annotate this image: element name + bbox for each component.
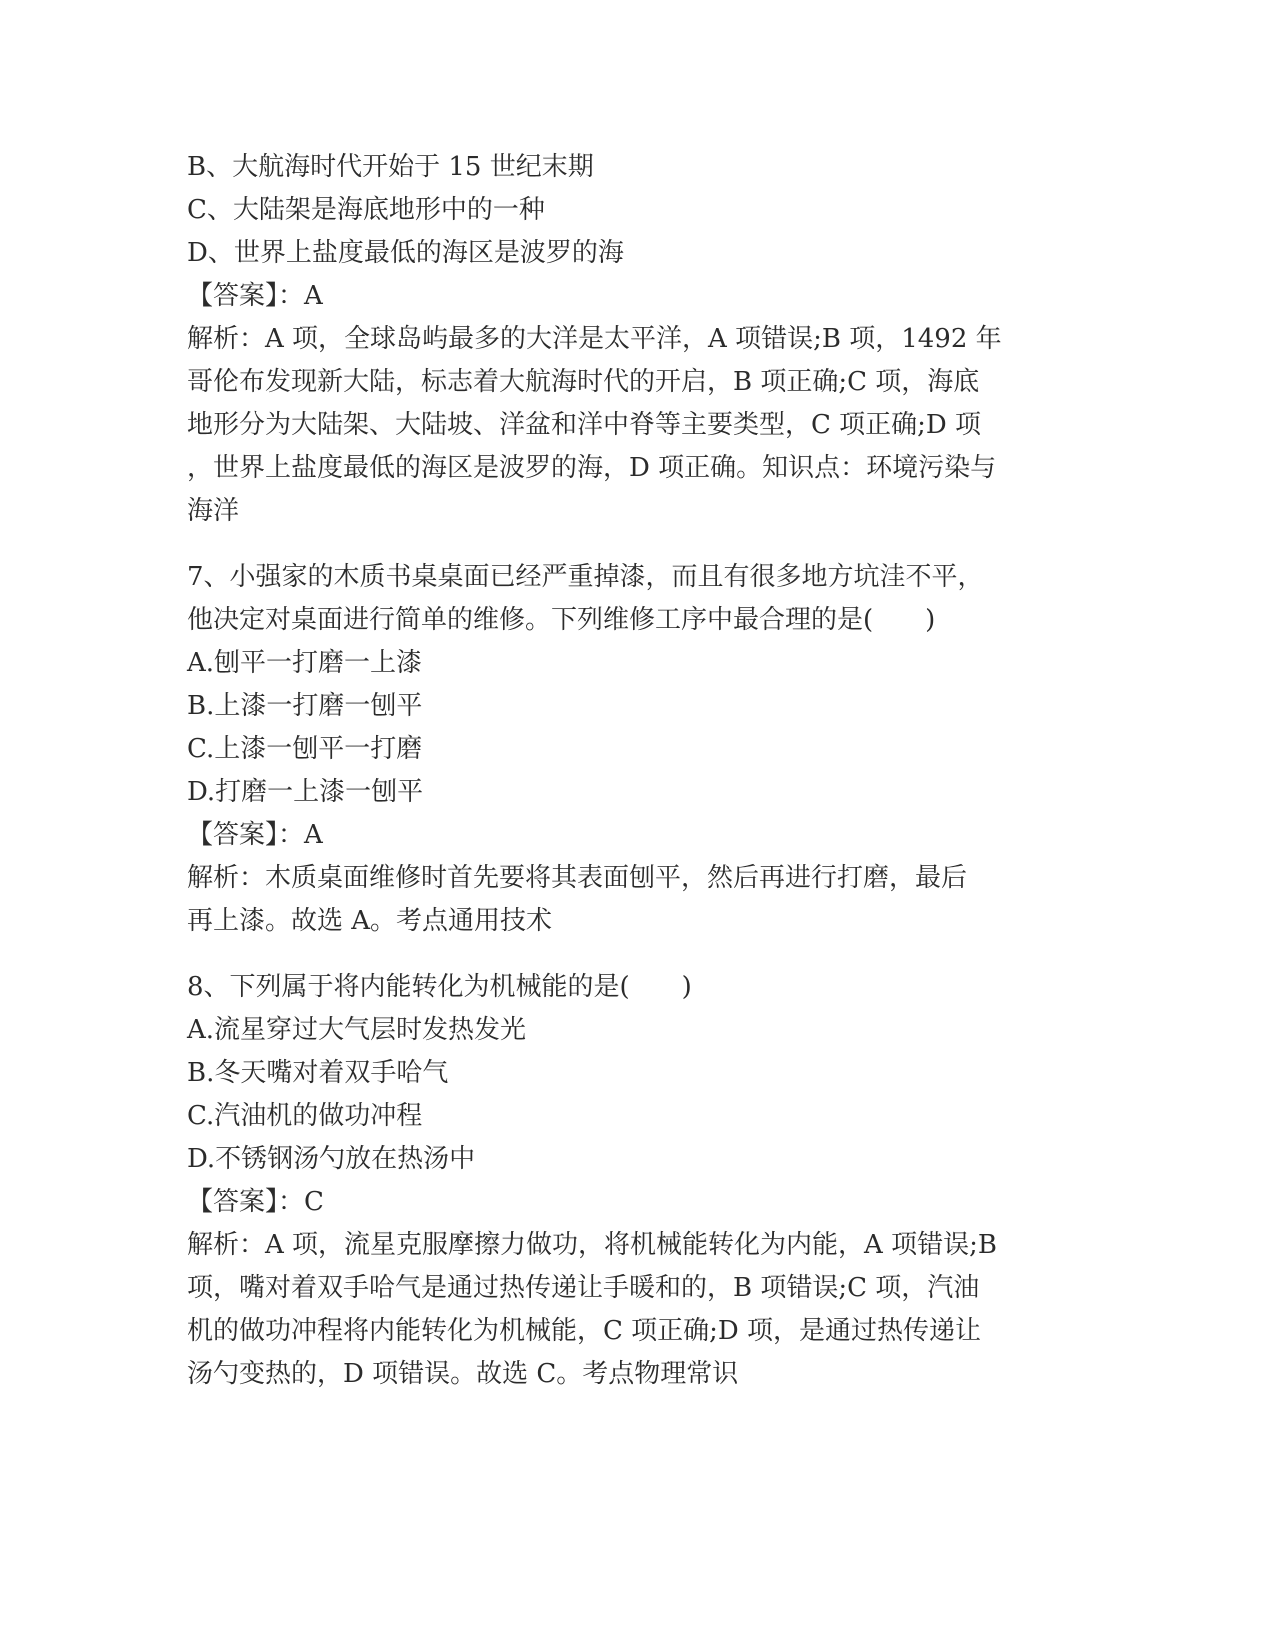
- question-6-block: [187, 146, 1087, 533]
- question-stem: 8、下列属于将内能转化为机械能的是( ): [187, 972, 692, 1002]
- explanation-line: ，世界上盐度最低的海区是波罗的海，D 项正确。知识点：环境污染与: [187, 453, 997, 483]
- option-b: B.冬天嘴对着双手哈气: [187, 1058, 449, 1088]
- option-d: D.打磨一上漆一刨平: [187, 777, 424, 807]
- explanation-line: 机的做功冲程将内能转化为机械能，C 项正确;D 项，是通过热传递让: [187, 1316, 982, 1346]
- option-b: B.上漆一打磨一刨平: [187, 691, 423, 721]
- question-stem: 7、小强家的木质书桌桌面已经严重掉漆，而且有很多地方坑洼不平，: [187, 562, 984, 592]
- explanation-line: 海洋: [187, 496, 240, 526]
- option-b: B、大航海时代开始于 15 世纪末期: [187, 152, 594, 182]
- explanation-line: 解析：木质桌面维修时首先要将其表面刨平，然后再进行打磨，最后: [187, 863, 968, 893]
- option-a: A.流星穿过大气层时发热发光: [187, 1015, 527, 1045]
- explanation-line: 项，嘴对着双手哈气是通过热传递让手暖和的，B 项错误;C 项，汽油: [187, 1273, 980, 1303]
- answer-line: 【答案】：C: [187, 1187, 324, 1217]
- explanation-line: 解析：A 项，流星克服摩擦力做功，将机械能转化为内能，A 项错误;B: [187, 1230, 997, 1260]
- option-d: D、世界上盐度最低的海区是波罗的海: [187, 238, 624, 268]
- explanation-line: 地形分为大陆架、大陆坡、洋盆和洋中脊等主要类型，C 项正确;D 项: [187, 410, 982, 440]
- option-c: C.上漆一刨平一打磨: [187, 734, 423, 764]
- option-c: C.汽油机的做功冲程: [187, 1101, 423, 1131]
- option-a: A.刨平一打磨一上漆: [187, 648, 423, 678]
- question-8-block: [187, 966, 1087, 1396]
- document-content: [187, 146, 1087, 1396]
- answer-line: 【答案】：A: [187, 820, 323, 850]
- explanation-line: 汤勺变热的，D 项错误。故选 C。考点物理常识: [187, 1359, 739, 1389]
- spacer: [187, 533, 1087, 556]
- explanation-line: 哥伦布发现新大陆，标志着大航海时代的开启，B 项正确;C 项，海底: [187, 367, 980, 397]
- answer-line: 【答案】：A: [187, 281, 323, 311]
- explanation-line: 解析：A 项，全球岛屿最多的大洋是太平洋，A 项错误;B 项，1492 年: [187, 324, 1002, 354]
- question-stem: 他决定对桌面进行简单的维修。下列维修工序中最合理的是( ): [187, 605, 936, 635]
- option-c: C、大陆架是海底地形中的一种: [187, 195, 545, 225]
- question-7-block: [187, 556, 1087, 943]
- spacer: [187, 943, 1087, 966]
- option-d: D.不锈钢汤勺放在热汤中: [187, 1144, 476, 1174]
- explanation-line: 再上漆。故选 A。考点通用技术: [187, 906, 553, 936]
